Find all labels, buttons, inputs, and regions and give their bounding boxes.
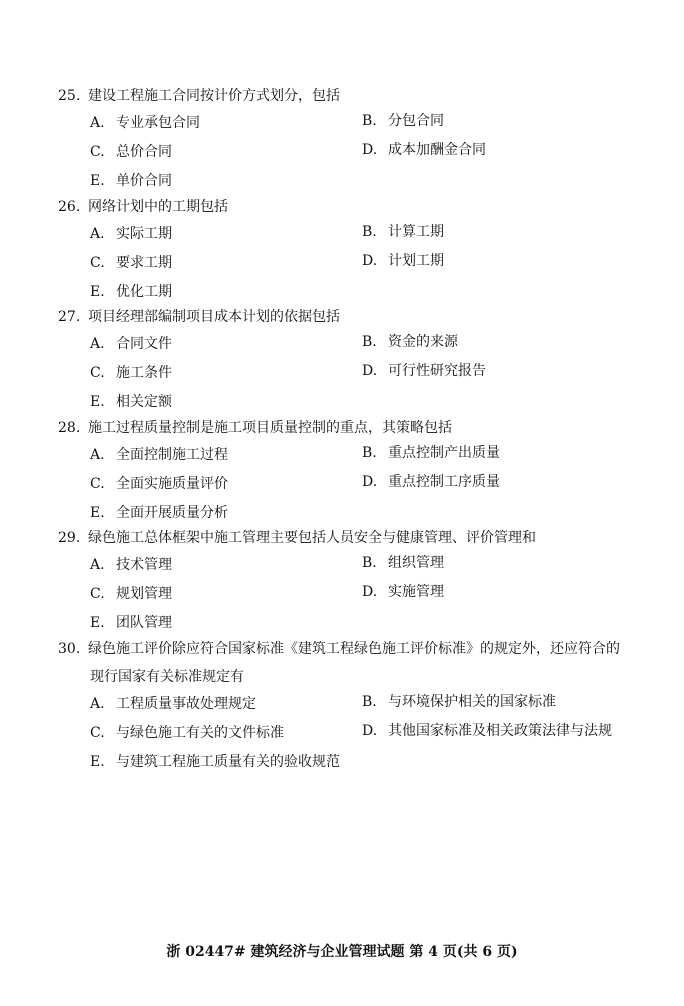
question-text: 绿色施工总体框架中施工管理主要包括人员安全与健康管理、评价管理和 bbox=[88, 530, 536, 546]
answer-option bbox=[90, 475, 228, 493]
question-stem bbox=[58, 529, 536, 547]
answer-option bbox=[362, 112, 444, 130]
option-key: E. bbox=[90, 284, 105, 300]
option-key: D. bbox=[362, 142, 378, 158]
question-number: 29. bbox=[58, 530, 81, 546]
option-key: A. bbox=[90, 115, 105, 131]
option-key: B. bbox=[362, 445, 377, 461]
question-stem bbox=[58, 308, 340, 326]
answer-option bbox=[362, 362, 486, 380]
option-text: 团队管理 bbox=[116, 615, 172, 631]
option-key: C. bbox=[90, 255, 105, 271]
option-text: 实施管理 bbox=[388, 584, 444, 600]
option-key: E. bbox=[90, 394, 105, 410]
option-text: 全面控制施工过程 bbox=[116, 447, 228, 463]
option-key: C. bbox=[90, 476, 105, 492]
option-text: 与建筑工程施工质量有关的验收规范 bbox=[116, 754, 340, 770]
answer-option bbox=[90, 254, 172, 272]
question-text: 建设工程施工合同按计价方式划分，包括 bbox=[88, 88, 340, 104]
answer-option bbox=[362, 333, 458, 351]
answer-option bbox=[90, 585, 172, 603]
option-text: 技术管理 bbox=[116, 557, 172, 573]
option-text: 与环境保护相关的国家标准 bbox=[388, 694, 556, 710]
option-key: A. bbox=[90, 447, 105, 463]
answer-option bbox=[90, 695, 256, 713]
answer-option bbox=[90, 614, 172, 632]
option-text: 成本加酬金合同 bbox=[388, 142, 486, 158]
option-text: 合同文件 bbox=[116, 336, 172, 352]
option-key: E. bbox=[90, 173, 105, 189]
question-text: 项目经理部编制项目成本计划的依据包括 bbox=[88, 309, 340, 325]
answer-option bbox=[90, 364, 172, 382]
option-text: 全面开展质量分析 bbox=[116, 505, 228, 521]
answer-option bbox=[90, 504, 228, 522]
question-stem bbox=[58, 640, 620, 658]
answer-option bbox=[362, 444, 500, 462]
option-text: 单价合同 bbox=[116, 173, 172, 189]
option-text: 分包合同 bbox=[388, 113, 444, 129]
option-key: C. bbox=[90, 586, 105, 602]
option-text: 施工条件 bbox=[116, 365, 172, 381]
answer-option bbox=[90, 114, 200, 132]
option-key: B. bbox=[362, 555, 377, 571]
question-stem bbox=[90, 668, 244, 686]
answer-option bbox=[90, 724, 284, 742]
option-key: A. bbox=[90, 336, 105, 352]
question-number: 28. bbox=[58, 420, 81, 436]
option-text: 工程质量事故处理规定 bbox=[116, 696, 256, 712]
option-key: E. bbox=[90, 754, 105, 770]
option-key: D. bbox=[362, 474, 378, 490]
option-key: E. bbox=[90, 505, 105, 521]
option-key: C. bbox=[90, 365, 105, 381]
option-text: 规划管理 bbox=[116, 586, 172, 602]
option-key: C. bbox=[90, 725, 105, 741]
option-key: C. bbox=[90, 144, 105, 160]
option-text: 其他国家标准及相关政策法律与法规 bbox=[388, 723, 612, 739]
question-text: 网络计划中的工期包括 bbox=[88, 199, 228, 215]
question-number: 27. bbox=[58, 309, 81, 325]
answer-option bbox=[90, 143, 172, 161]
option-text: 重点控制产出质量 bbox=[388, 445, 500, 461]
question-stem bbox=[58, 198, 228, 216]
option-text: 重点控制工序质量 bbox=[388, 474, 500, 490]
option-key: D. bbox=[362, 584, 378, 600]
answer-option bbox=[90, 283, 172, 301]
option-key: A. bbox=[90, 226, 105, 242]
answer-option bbox=[362, 554, 444, 572]
option-text: 组织管理 bbox=[388, 555, 444, 571]
question-stem bbox=[58, 87, 340, 105]
answer-option bbox=[362, 693, 556, 711]
option-text: 计划工期 bbox=[388, 253, 444, 269]
answer-option bbox=[362, 583, 444, 601]
answer-option bbox=[362, 722, 612, 740]
option-key: B. bbox=[362, 334, 377, 350]
answer-option bbox=[90, 225, 172, 243]
option-text: 计算工期 bbox=[388, 224, 444, 240]
option-key: D. bbox=[362, 253, 378, 269]
answer-option bbox=[90, 172, 172, 190]
option-text: 与绿色施工有关的文件标准 bbox=[116, 725, 284, 741]
answer-option bbox=[90, 446, 228, 464]
option-key: A. bbox=[90, 557, 105, 573]
answer-option bbox=[362, 141, 486, 159]
option-text: 专业承包合同 bbox=[116, 115, 200, 131]
answer-option bbox=[90, 556, 172, 574]
option-text: 要求工期 bbox=[116, 255, 172, 271]
option-text: 资金的来源 bbox=[388, 334, 458, 350]
question-stem bbox=[58, 419, 452, 437]
answer-option bbox=[90, 393, 172, 411]
question-text: 施工过程质量控制是施工项目质量控制的重点，其策略包括 bbox=[88, 420, 452, 436]
option-key: E. bbox=[90, 615, 105, 631]
question-number: 26. bbox=[58, 199, 81, 215]
question-text: 现行国家有关标准规定有 bbox=[90, 669, 244, 685]
answer-option bbox=[90, 753, 340, 771]
answer-option bbox=[90, 335, 172, 353]
option-text: 全面实施质量评价 bbox=[116, 476, 228, 492]
question-text: 绿色施工评价除应符合国家标准《建筑工程绿色施工评价标准》的规定外，还应符合的 bbox=[88, 641, 620, 657]
option-text: 相关定额 bbox=[116, 394, 172, 410]
option-key: D. bbox=[362, 723, 378, 739]
option-key: D. bbox=[362, 363, 378, 379]
answer-option bbox=[362, 473, 500, 491]
question-number: 25. bbox=[58, 88, 81, 104]
question-number: 30. bbox=[58, 641, 81, 657]
option-key: B. bbox=[362, 224, 377, 240]
option-key: B. bbox=[362, 694, 377, 710]
answer-option bbox=[362, 252, 444, 270]
option-text: 可行性研究报告 bbox=[388, 363, 486, 379]
page-footer: 浙 02447# 建筑经济与企业管理试题 第 4 页(共 6 页) bbox=[166, 944, 518, 960]
option-text: 优化工期 bbox=[116, 284, 172, 300]
option-text: 实际工期 bbox=[116, 226, 172, 242]
option-text: 总价合同 bbox=[116, 144, 172, 160]
option-key: A. bbox=[90, 696, 105, 712]
answer-option bbox=[362, 223, 444, 241]
option-key: B. bbox=[362, 113, 377, 129]
